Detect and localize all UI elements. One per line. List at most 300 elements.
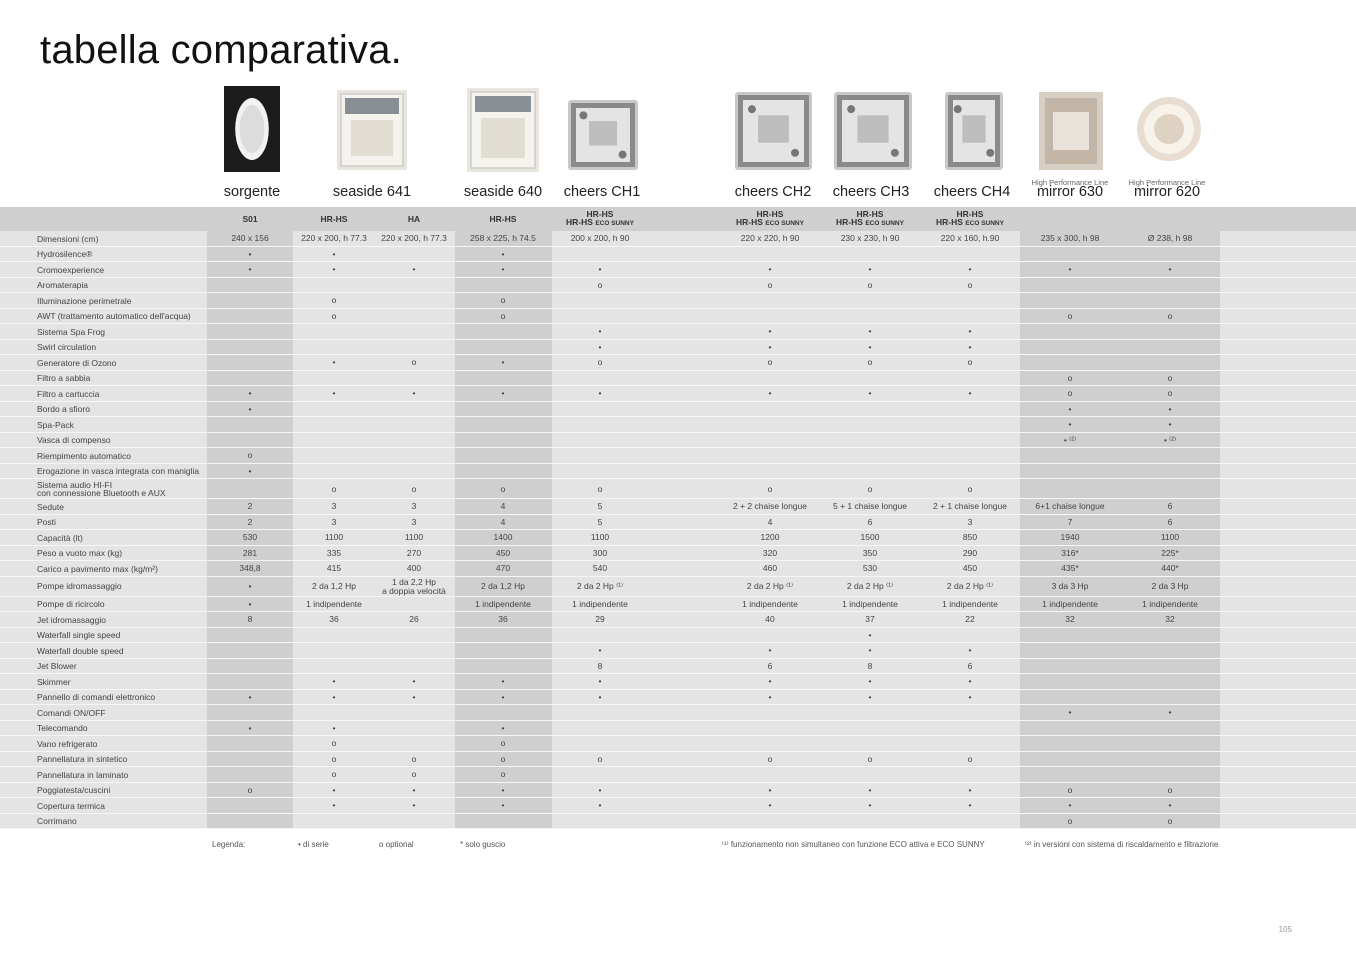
- feature-label-text: Hydrosilence®: [37, 249, 93, 259]
- table-cell: [920, 371, 1020, 387]
- table-cell: [455, 402, 551, 418]
- table-cell: •: [598, 800, 602, 811]
- table-cell: o: [867, 753, 873, 764]
- table-cell: 3: [331, 501, 337, 512]
- table-cell: •: [868, 691, 872, 702]
- table-cell: •: [1168, 707, 1172, 718]
- table-cell: [720, 705, 820, 721]
- table-cell: 5: [597, 501, 603, 512]
- table-cell: •: [1068, 264, 1072, 275]
- table-cell: [920, 433, 1020, 449]
- table-cell: [1020, 690, 1120, 706]
- table-cell: [552, 814, 648, 830]
- table-cell: o: [1067, 388, 1073, 399]
- page-number: 105: [1278, 925, 1292, 934]
- table-cell: [374, 736, 454, 752]
- model-code-text: HR-HS: [566, 217, 593, 228]
- table-cell: •: [968, 784, 972, 795]
- table-cell: [1020, 479, 1120, 499]
- table-cell: 22: [965, 614, 975, 625]
- table-cell: 1 indipendente: [475, 598, 531, 609]
- table-cell: 1 da 2,2 Hp a doppia velocità: [382, 576, 446, 596]
- table-cell: [920, 417, 1020, 433]
- table-cell: [374, 340, 454, 356]
- table-cell: [552, 464, 648, 480]
- table-cell: •: [1168, 264, 1172, 275]
- table-cell: 37: [865, 614, 875, 625]
- table-cell: [374, 324, 454, 340]
- feature-label-text: Poggiatesta/cuscini: [37, 785, 111, 795]
- table-cell: [1020, 247, 1120, 263]
- table-cell: •: [501, 357, 505, 368]
- table-cell: [207, 736, 293, 752]
- table-cell: 4: [500, 516, 506, 527]
- table-cell: [1120, 674, 1220, 690]
- table-cell: o: [1167, 372, 1173, 383]
- feature-label: [37, 355, 116, 371]
- table-cell: [207, 340, 293, 356]
- table-cell: [820, 417, 920, 433]
- product-image: [945, 92, 1003, 170]
- model-code: [920, 207, 1020, 231]
- table-cell: • ⁽²⁾: [1063, 434, 1077, 445]
- table-cell: [552, 736, 648, 752]
- table-cell: 6: [767, 660, 773, 671]
- table-cell: 230 x 230, h 90: [840, 233, 900, 244]
- feature-label: [37, 278, 88, 294]
- table-cell: o: [597, 279, 603, 290]
- table-cell: •: [868, 341, 872, 352]
- feature-label-text: Riempimento automatico: [37, 450, 132, 461]
- table-cell: [374, 705, 454, 721]
- feature-label: [37, 448, 131, 464]
- feature-label-text: Telecomando: [37, 723, 88, 733]
- feature-label-text: Peso a vuoto max (kg): [37, 548, 123, 558]
- table-cell: 300: [592, 547, 608, 558]
- product-header: [0, 80, 1356, 206]
- table-cell: •: [598, 691, 602, 702]
- feature-label-text: Sistema Spa Frog: [37, 326, 106, 337]
- table-cell: •: [868, 629, 872, 640]
- product-name: cheers CH4: [933, 184, 1011, 200]
- table-cell: [374, 417, 454, 433]
- table-cell: 240 x 156: [231, 233, 269, 244]
- table-cell: •: [248, 388, 252, 399]
- table-cell: o: [767, 483, 773, 494]
- table-cell: [207, 643, 293, 659]
- table-cell: [1020, 659, 1120, 675]
- table-cell: [1020, 767, 1120, 783]
- table-cell: •: [332, 800, 336, 811]
- table-cell: o: [867, 279, 873, 290]
- feature-label: [37, 546, 122, 562]
- legend-title: Legenda:: [212, 840, 246, 849]
- legend-optional: o optional: [379, 840, 414, 849]
- table-cell: 450: [495, 547, 511, 558]
- table-cell: [920, 402, 1020, 418]
- table-cell: [552, 371, 648, 387]
- table-cell: [1120, 721, 1220, 737]
- table-cell: •: [501, 264, 505, 275]
- model-code: [293, 207, 375, 231]
- table-cell: •: [768, 264, 772, 275]
- table-cell: 1 indipendente: [572, 598, 628, 609]
- table-cell: 320: [762, 547, 778, 558]
- table-cell: •: [968, 676, 972, 687]
- table-cell: o: [597, 753, 603, 764]
- table-cell: •: [412, 676, 416, 687]
- table-cell: •: [968, 326, 972, 337]
- table-cell: 290: [962, 547, 978, 558]
- table-cell: [920, 247, 1020, 263]
- table-cell: 1500: [860, 532, 880, 543]
- legend-shell-only: * solo guscio: [460, 840, 506, 849]
- product-name: cheers CH1: [563, 184, 641, 200]
- table-cell: 2 + 2 chaise longue: [733, 501, 807, 512]
- table-cell: •: [968, 645, 972, 656]
- feature-label-text: Vasca di compenso: [37, 435, 111, 445]
- table-cell: [1020, 324, 1120, 340]
- table-cell: 3 da 3 Hp: [1051, 581, 1089, 592]
- feature-label: [37, 736, 97, 752]
- table-cell: [207, 479, 293, 499]
- table-cell: [1120, 752, 1220, 768]
- table-cell: 6: [1167, 501, 1173, 512]
- table-cell: •: [1068, 419, 1072, 430]
- table-cell: [552, 705, 648, 721]
- table-cell: [374, 309, 454, 325]
- table-cell: •: [1168, 403, 1172, 414]
- table-cell: [920, 628, 1020, 644]
- table-cell: •: [868, 800, 872, 811]
- feature-label-text: AWT (trattamento automatico dell'acqua): [37, 311, 191, 321]
- feature-label: [37, 324, 105, 340]
- table-cell: o: [500, 295, 506, 306]
- table-cell: 530: [862, 563, 878, 574]
- table-cell: o: [967, 753, 973, 764]
- table-cell: [1020, 293, 1120, 309]
- product-image: [467, 88, 539, 172]
- table-cell: [374, 814, 454, 830]
- table-cell: 220 x 160, h.90: [940, 233, 1000, 244]
- table-cell: [207, 628, 293, 644]
- table-cell: o: [967, 357, 973, 368]
- table-cell: •: [968, 691, 972, 702]
- feature-label-text: Cromoexperience: [37, 264, 105, 275]
- product-image: [224, 86, 280, 172]
- table-cell: •: [412, 388, 416, 399]
- table-cell: [1120, 247, 1220, 263]
- table-cell: [1020, 628, 1120, 644]
- feature-label-text: Vano refrigerato: [37, 738, 98, 749]
- table-cell: •: [248, 403, 252, 414]
- table-cell: [207, 705, 293, 721]
- table-cell: [207, 433, 293, 449]
- feature-label: [37, 721, 88, 737]
- table-cell: [1020, 674, 1120, 690]
- table-cell: [720, 309, 820, 325]
- table-cell: [1020, 643, 1120, 659]
- table-cell: 7: [1067, 516, 1073, 527]
- table-cell: 1100: [590, 532, 610, 543]
- table-cell: 36: [498, 614, 508, 625]
- table-cell: [1120, 767, 1220, 783]
- table-cell: •: [768, 326, 772, 337]
- table-cell: 316*: [1061, 547, 1079, 558]
- product-line-label: High Performance Line: [1031, 178, 1109, 187]
- table-cell: •: [248, 581, 252, 592]
- table-cell: •: [868, 326, 872, 337]
- table-cell: 850: [962, 532, 978, 543]
- table-cell: [552, 448, 648, 464]
- table-cell: o: [331, 295, 337, 306]
- table-cell: 6: [867, 516, 873, 527]
- table-cell: •: [768, 645, 772, 656]
- table-cell: 1940: [1060, 532, 1080, 543]
- model-code-line: HR-HS: [489, 213, 517, 224]
- table-cell: [552, 721, 648, 737]
- table-cell: [820, 293, 920, 309]
- eco-sunny-label: ECO SUNNY: [765, 220, 804, 228]
- table-cell: •: [332, 248, 336, 259]
- table-cell: •: [412, 691, 416, 702]
- table-cell: •: [598, 341, 602, 352]
- table-cell: [374, 247, 454, 263]
- table-cell: [1120, 643, 1220, 659]
- table-cell: 2 da 1,2 Hp: [312, 581, 356, 592]
- table-cell: 200 x 200, h 90: [570, 233, 630, 244]
- table-cell: 460: [762, 563, 778, 574]
- table-cell: •: [768, 784, 772, 795]
- table-cell: [293, 448, 375, 464]
- table-cell: o: [500, 753, 506, 764]
- table-cell: [820, 247, 920, 263]
- model-code-line: HR-HS: [586, 209, 614, 220]
- table-cell: [552, 628, 648, 644]
- feature-label-text: Pannellatura in sintetico: [37, 754, 128, 764]
- feature-label-text: Pannello di comandi elettronico: [37, 692, 156, 702]
- table-cell: [820, 371, 920, 387]
- model-code-line: HR-HS: [756, 209, 784, 220]
- table-cell: [207, 798, 293, 814]
- feature-label-text: Aromaterapia: [37, 280, 89, 290]
- table-cell: •: [868, 784, 872, 795]
- feature-label: [37, 674, 71, 690]
- feature-label-text: Filtro a sabbia: [37, 373, 91, 383]
- table-cell: o: [867, 357, 873, 368]
- table-cell: •: [412, 264, 416, 275]
- legend-standard: • di serie: [298, 840, 329, 849]
- feature-label-text: Generatore di Ozono: [37, 357, 117, 368]
- model-code: [1120, 207, 1220, 231]
- table-cell: o: [331, 483, 337, 494]
- model-code-line: [566, 218, 634, 227]
- table-cell: [455, 417, 551, 433]
- table-cell: [720, 247, 820, 263]
- product-name: seaside 641: [332, 184, 412, 200]
- feature-label: [37, 597, 105, 613]
- table-cell: [1120, 659, 1220, 675]
- table-cell: o: [597, 483, 603, 494]
- table-cell: o: [1067, 310, 1073, 321]
- table-cell: •: [248, 465, 252, 476]
- table-cell: •: [332, 691, 336, 702]
- feature-label-text: Skimmer: [37, 676, 71, 687]
- table-cell: [820, 767, 920, 783]
- feature-label: [37, 577, 122, 597]
- table-cell: [374, 402, 454, 418]
- model-code-text: HR-HS: [736, 217, 763, 228]
- table-cell: 26: [409, 614, 419, 625]
- feature-label-text: Filtro a cartuccia: [37, 388, 100, 399]
- feature-label-text: Sistema audio HI-FI: [37, 479, 113, 490]
- table-cell: [820, 309, 920, 325]
- table-cell: •: [768, 388, 772, 399]
- feature-label: [37, 231, 98, 247]
- table-cell: •: [248, 248, 252, 259]
- table-cell: •: [332, 264, 336, 275]
- table-cell: 1 indipendente: [306, 598, 362, 609]
- table-cell: •: [248, 264, 252, 275]
- table-cell: [207, 814, 293, 830]
- table-cell: [820, 814, 920, 830]
- feature-label-text: Sedute: [37, 501, 64, 512]
- table-cell: [1020, 340, 1120, 356]
- table-cell: [552, 402, 648, 418]
- table-cell: •: [248, 691, 252, 702]
- feature-label-text: Bordo a sfioro: [37, 404, 90, 414]
- feature-label-text: Erogazione in vasca integrata con maniglia: [37, 466, 200, 476]
- eco-sunny-label: ECO SUNNY: [965, 220, 1004, 228]
- table-cell: [552, 309, 648, 325]
- table-cell: [207, 417, 293, 433]
- feature-label-text: Illuminazione perimetrale: [37, 295, 132, 306]
- table-cell: [820, 721, 920, 737]
- feature-label: [37, 705, 106, 721]
- table-cell: 1200: [760, 532, 780, 543]
- table-cell: •: [598, 326, 602, 337]
- table-cell: [207, 659, 293, 675]
- table-cell: •: [1068, 403, 1072, 414]
- table-cell: o: [967, 483, 973, 494]
- table-cell: [1020, 752, 1120, 768]
- table-cell: 1100: [1160, 532, 1180, 543]
- table-cell: o: [1167, 784, 1173, 795]
- table-cell: 32: [1165, 614, 1175, 625]
- table-cell: •: [501, 784, 505, 795]
- table-cell: [455, 705, 551, 721]
- product-name: mirror 630: [1036, 184, 1104, 200]
- table-cell: •: [332, 676, 336, 687]
- feature-label: [37, 262, 104, 278]
- table-cell: •: [868, 388, 872, 399]
- feature-label-text: Capacità (lt): [37, 532, 83, 543]
- table-cell: •: [598, 388, 602, 399]
- table-cell: •: [968, 264, 972, 275]
- table-cell: [207, 324, 293, 340]
- table-cell: [374, 448, 454, 464]
- table-cell: [455, 448, 551, 464]
- table-cell: [455, 628, 551, 644]
- table-cell: [920, 721, 1020, 737]
- table-cell: o: [597, 357, 603, 368]
- table-cell: 281: [242, 547, 258, 558]
- feature-label: [37, 628, 120, 644]
- table-cell: [720, 464, 820, 480]
- table-cell: [1120, 355, 1220, 371]
- table-cell: [455, 814, 551, 830]
- table-cell: [1120, 690, 1220, 706]
- model-code: [1020, 207, 1120, 231]
- product-image: [337, 90, 407, 170]
- table-cell: [293, 371, 375, 387]
- table-cell: •: [868, 645, 872, 656]
- table-cell: [920, 814, 1020, 830]
- model-code-line: HR-HS: [856, 209, 884, 220]
- table-cell: [293, 340, 375, 356]
- feature-label: [37, 340, 96, 356]
- table-cell: [720, 448, 820, 464]
- feature-label-text: Waterfall single speed: [37, 630, 121, 640]
- table-cell: •: [1168, 419, 1172, 430]
- table-cell: 225*: [1161, 547, 1179, 558]
- table-cell: [1020, 355, 1120, 371]
- table-cell: [374, 371, 454, 387]
- model-code-text: HR-HS: [936, 217, 963, 228]
- table-cell: 235 x 300, h 98: [1040, 233, 1100, 244]
- table-cell: 400: [406, 563, 422, 574]
- table-cell: •: [768, 676, 772, 687]
- table-cell: [552, 767, 648, 783]
- eco-sunny-label: ECO SUNNY: [865, 220, 904, 228]
- table-cell: [207, 767, 293, 783]
- table-cell: [207, 355, 293, 371]
- table-cell: 2 da 2 Hp ⁽¹⁾: [846, 581, 894, 592]
- table-cell: [820, 736, 920, 752]
- table-cell: [1120, 736, 1220, 752]
- table-cell: [720, 371, 820, 387]
- table-cell: 5: [597, 516, 603, 527]
- table-cell: [455, 464, 551, 480]
- table-cell: • ⁽²⁾: [1163, 434, 1177, 445]
- table-cell: [374, 278, 454, 294]
- table-cell: [455, 278, 551, 294]
- feature-label: [37, 417, 74, 433]
- table-cell: [820, 433, 920, 449]
- feature-label-text: Comandi ON/OFF: [37, 707, 106, 718]
- feature-label-text: Pannellatura in laminato: [37, 769, 129, 780]
- feature-label-text: Carico a pavimento max (kg/m²): [37, 563, 158, 574]
- table-cell: 220 x 200, h 77.3: [301, 233, 367, 244]
- table-cell: •: [501, 800, 505, 811]
- table-cell: •: [332, 357, 336, 368]
- feature-label-text: Copertura termica: [37, 800, 106, 811]
- table-cell: 258 x 225, h 74.5: [470, 233, 536, 244]
- model-code-line: HA: [407, 213, 421, 224]
- model-code-line: HR-HS: [320, 213, 348, 224]
- model-code-line: [936, 218, 1004, 227]
- table-cell: •: [598, 264, 602, 275]
- table-cell: •: [412, 784, 416, 795]
- table-cell: [720, 767, 820, 783]
- table-cell: [293, 659, 375, 675]
- table-cell: [1120, 340, 1220, 356]
- table-cell: 530: [242, 532, 258, 543]
- feature-label: [37, 798, 105, 814]
- table-cell: 8: [247, 614, 253, 625]
- table-cell: [455, 371, 551, 387]
- table-cell: [1120, 324, 1220, 340]
